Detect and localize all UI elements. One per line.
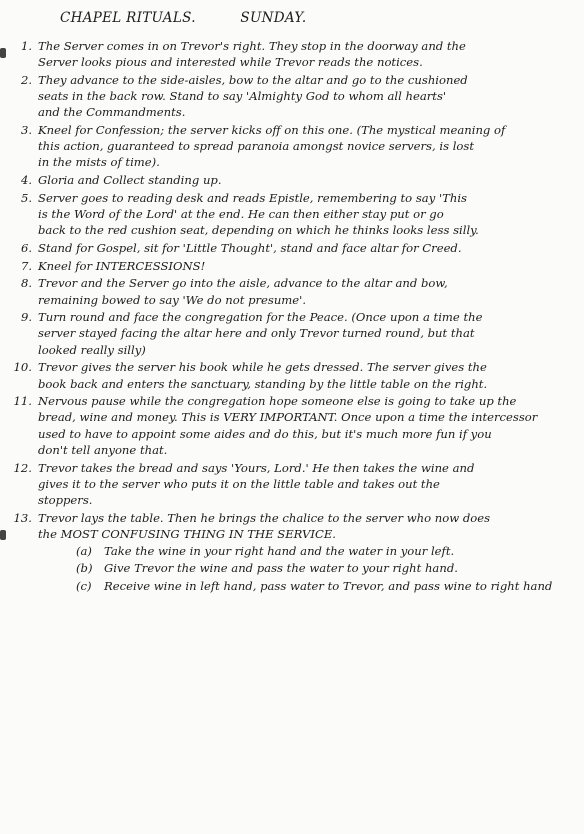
item-number: 1. [20, 39, 32, 53]
item-number: 3. [20, 123, 32, 138]
item-number: 7. [20, 258, 32, 273]
page-title: CHAPEL RITUALS. [60, 10, 196, 26]
item-text: Kneel for Confession; the server kicks off on this one. (The mystical meaning of this action, guaranteed to spread paranoia amongst novice servers, is lost in the mists of time). [38, 123, 506, 170]
item-number: 4. [20, 173, 32, 188]
list-item [8, 240, 578, 256]
item-number: 11. [13, 394, 32, 409]
list-item [8, 38, 578, 70]
item-text: Trevor lays the table. Then he brings the chalice to the server who now does the MOST CONFUSING THING IN THE SERVICE. [38, 510, 491, 541]
item-text: Stand for Gospel, sit for 'Little Thought', stand and face altar for Creed. [38, 240, 462, 255]
list-item [8, 258, 578, 274]
page-header [60, 10, 306, 26]
item-text: Nervous pause while the congregation hope someone else is going to take up the bread, wine and money. This is VERY IMPORTANT. Once upon a time the intercessor used to have to appoint some aides and do this, but it's much more fun if you don't tell anyone that. [38, 394, 538, 457]
item-text: Turn round and face the congregation for the Peace. (Once upon a time the server stayed facing the altar here and only Trevor turned round, but that looked really silly) [38, 310, 483, 357]
item-number: 2. [20, 72, 32, 87]
item-text: Kneel for INTERCESSIONS! [38, 258, 206, 273]
item-text: Gloria and Collect standing up. [38, 173, 222, 188]
item-text: The Server comes in on Trevor's right. They stop in the doorway and the Server looks pious and interested while Trevor reads the notices. [38, 39, 466, 70]
page-day: SUNDAY. [240, 10, 307, 26]
item-text: Trevor gives the server his book while he gets dressed. The server gives the book back and enters the sanctuary, standing by the little table on the right. [38, 360, 488, 391]
list-item [8, 510, 578, 594]
sub-item [76, 560, 578, 576]
sub-item-label: (b) [76, 561, 93, 576]
item-number: 10. [13, 360, 32, 375]
item-text: Trevor takes the bread and says 'Yours, Lord.' He then takes the wine and gives it to the server who puts it on the little table and takes out the stoppers. [38, 460, 475, 507]
list-item [8, 172, 578, 188]
sub-item [76, 543, 578, 559]
sub-item-label: (a) [76, 544, 92, 559]
item-number: 6. [20, 240, 32, 255]
list-item [8, 309, 578, 358]
item-number: 13. [13, 510, 32, 525]
item-text: Server goes to reading desk and reads Epistle, remembering to say 'This is the Word of the Lord' at the end. He can then either stay put or go back to the red cushion seat, depending on which he thinks looks less silly. [38, 190, 479, 238]
item-number: 5. [20, 190, 32, 205]
punch-hole-mark [0, 530, 6, 540]
item-number: 9. [20, 310, 32, 325]
sub-item-text: Take the wine in your right hand and the water in your left. [104, 544, 455, 559]
sub-item-text: Give Trevor the wine and pass the water to your right hand. [104, 561, 458, 576]
list-item [8, 190, 578, 239]
sub-item [76, 578, 578, 594]
punch-hole-mark [0, 48, 6, 58]
list-item [8, 275, 578, 307]
ritual-list [8, 38, 578, 595]
list-item [8, 393, 578, 458]
list-item [8, 460, 578, 509]
item-number: 12. [13, 460, 32, 475]
list-item [8, 359, 578, 391]
sub-item-label: (c) [76, 578, 92, 593]
sub-item-text: Receive wine in left hand, pass water to Trevor, and pass wine to right hand [104, 578, 553, 593]
item-number: 8. [20, 276, 32, 291]
list-item [8, 122, 578, 171]
item-text: Trevor and the Server go into the aisle, advance to the altar and bow, remaining bowed to say 'We do not presume'. [38, 276, 448, 307]
list-item [8, 72, 578, 121]
item-text: They advance to the side-aisles, bow to the altar and go to the cushioned seats in the back row. Stand to say 'Almighty God to whom all hearts' and the Commandments. [38, 72, 468, 120]
